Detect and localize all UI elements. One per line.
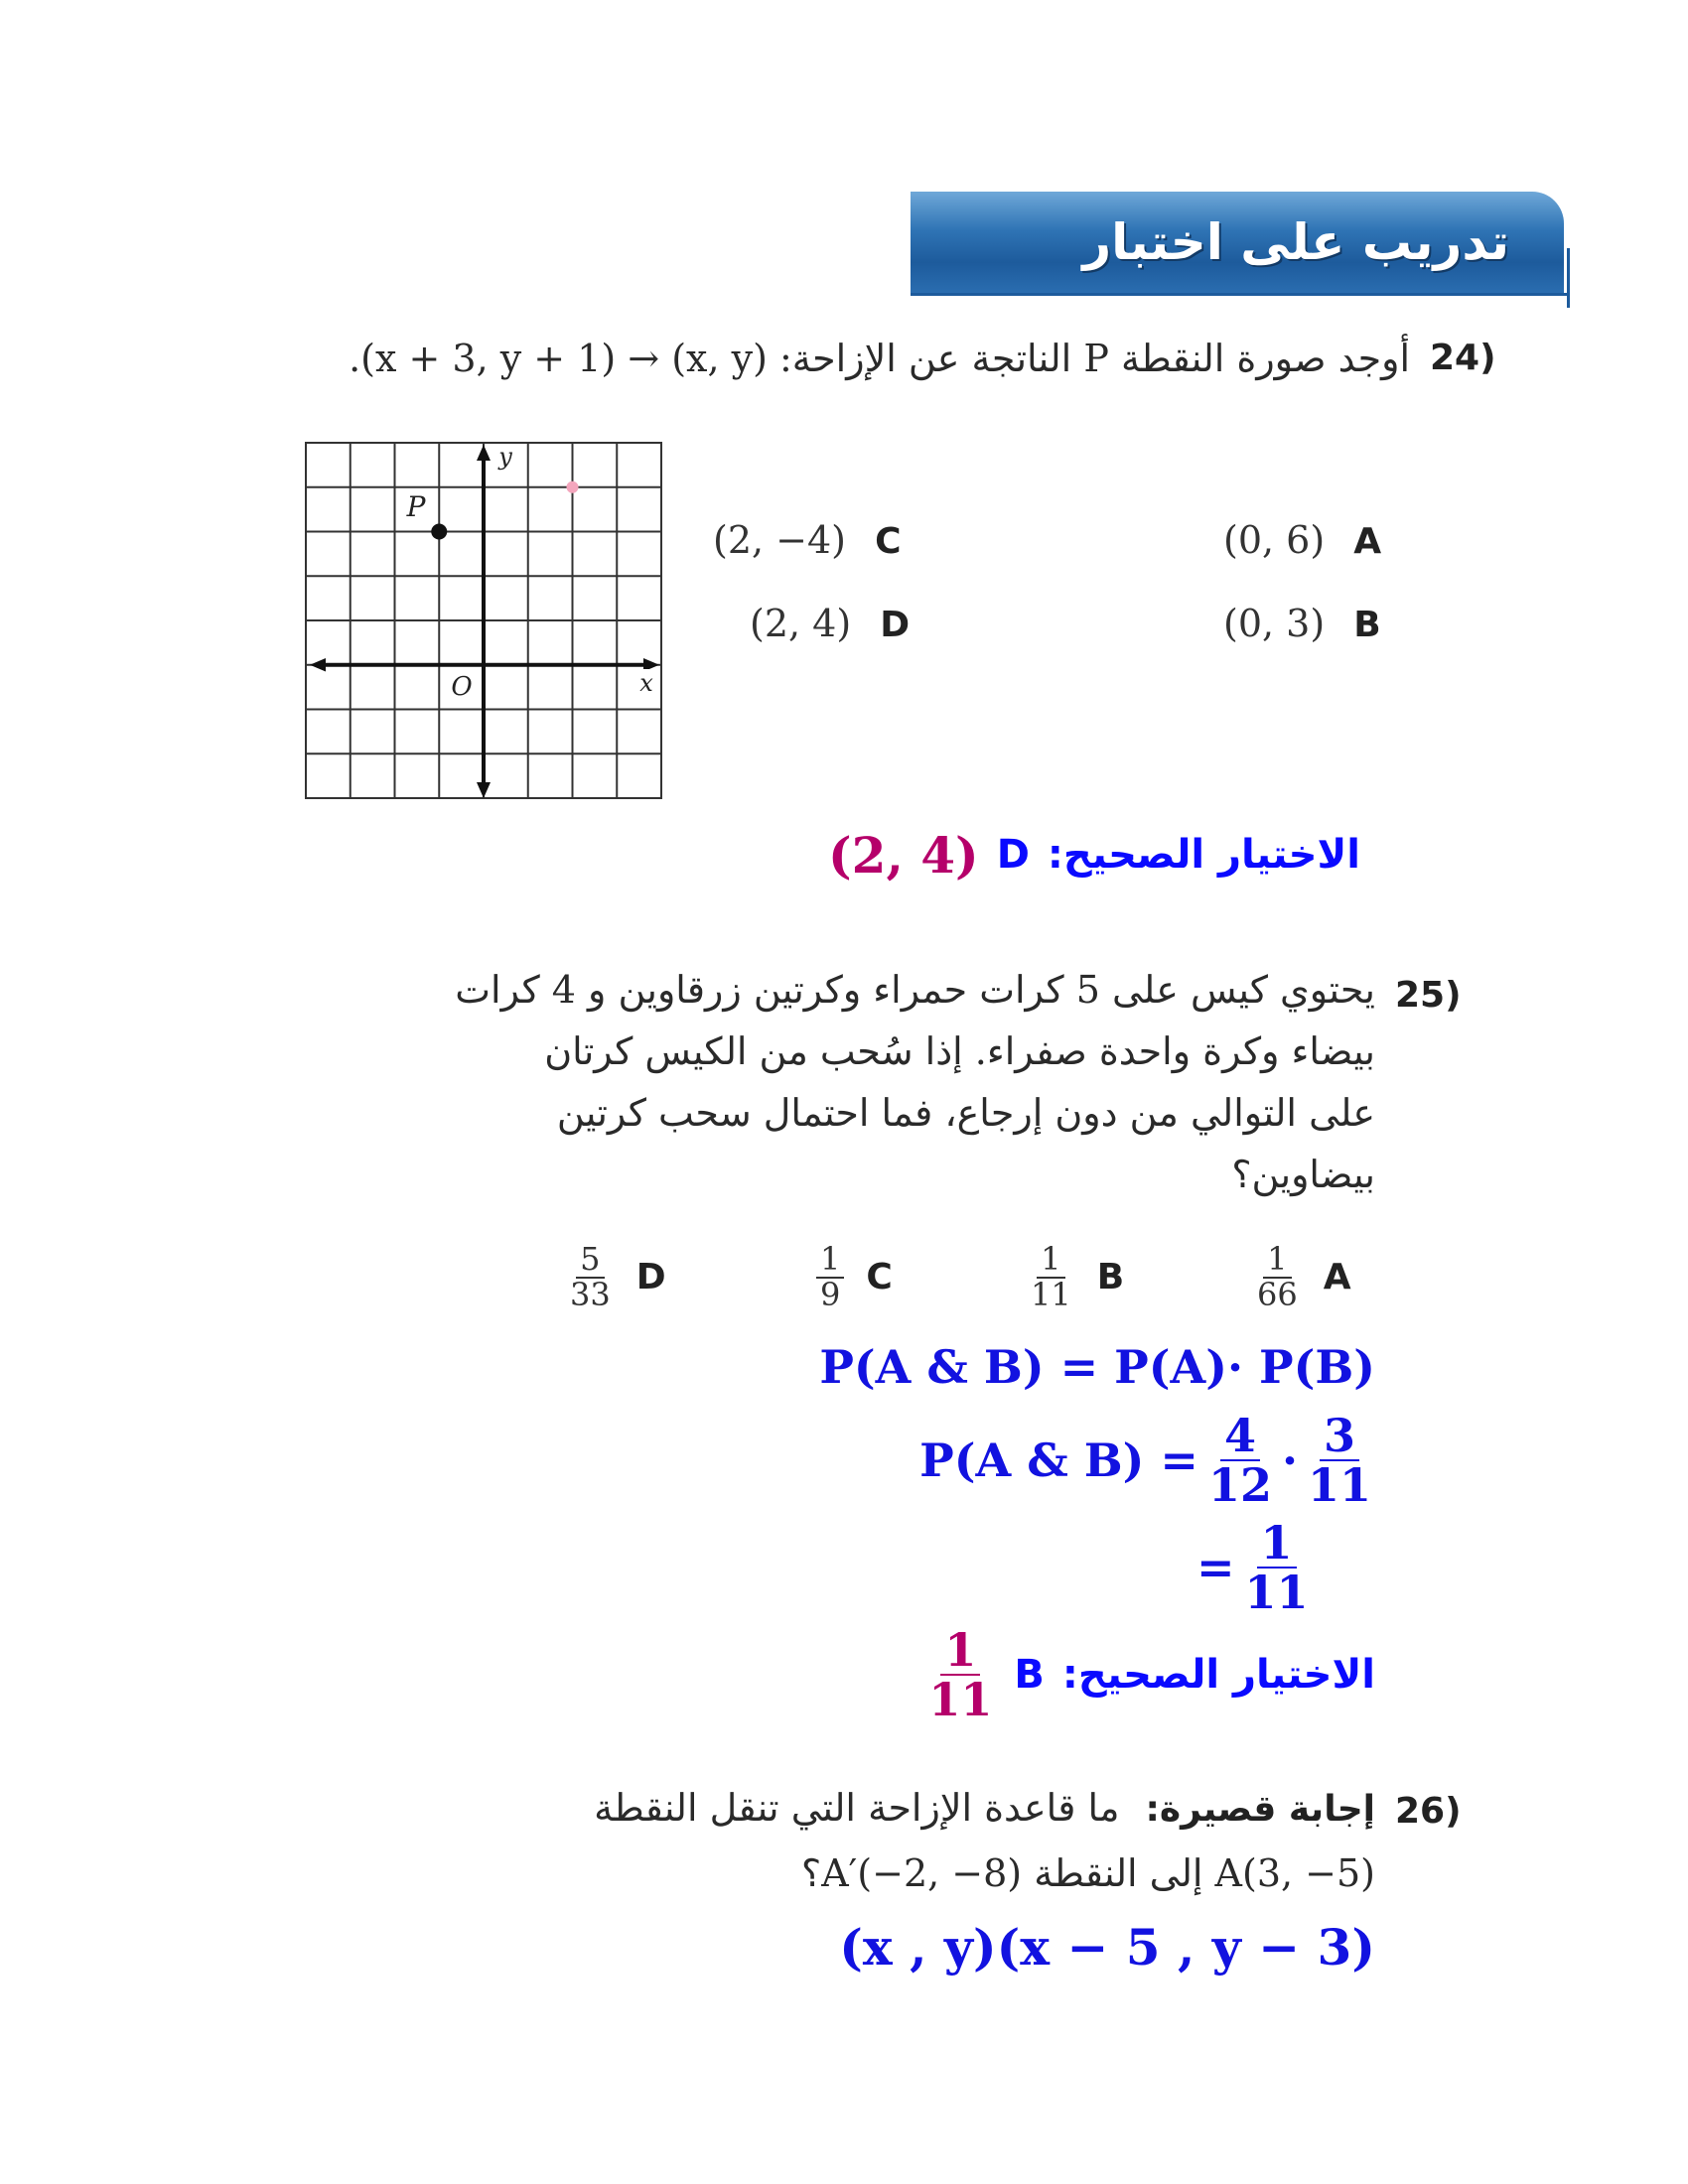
- q25-option-c-num: 1: [816, 1243, 844, 1279]
- q26-text-line2: A(3, −5) إلى النقطة A′(−2, −8)؟: [801, 1851, 1375, 1895]
- q24-option-c[interactable]: [713, 518, 902, 562]
- q24-option-c-value: (2, −4): [713, 518, 847, 562]
- q25-line: على التوالي من دون إرجاع، فما احتمال سحب كرتين: [556, 1091, 1375, 1135]
- q25-work-f2-den: 11: [1307, 1458, 1371, 1513]
- q25-option-d-fraction: [566, 1240, 615, 1313]
- q25-work-f2-num: 3: [1320, 1412, 1359, 1461]
- q25-work-f3-den: 11: [1244, 1566, 1309, 1620]
- banner-underline: [911, 293, 1570, 296]
- q25-option-a-num: 1: [1263, 1243, 1291, 1279]
- q25-work-line1: P(A & B) = P(A)· P(B): [819, 1340, 1375, 1394]
- q25-work-fraction-1: [1204, 1409, 1276, 1513]
- q24-option-a[interactable]: [1223, 518, 1381, 562]
- q25-answer-label: الاختيار الصحيح:: [1061, 1652, 1375, 1699]
- q25-option-b[interactable]: [1027, 1240, 1125, 1313]
- q26-number: 26): [1395, 1791, 1462, 1832]
- q25-option-c[interactable]: [816, 1240, 893, 1313]
- q25-answer-fraction: [924, 1623, 996, 1727]
- q24-option-d-value: (2, 4): [750, 602, 852, 645]
- q25-option-d-den: 33: [570, 1275, 611, 1313]
- q25-option-c-letter: C: [866, 1257, 893, 1298]
- q24-answer-value: (2, 4): [828, 825, 979, 885]
- q25-text: [402, 959, 1375, 1205]
- q25-option-c-den: 9: [820, 1275, 841, 1313]
- q26-answer: (x , y)(x − 5 , y − 3): [839, 1918, 1375, 1977]
- q24-option-a-value: (0, 6): [1223, 518, 1326, 562]
- q25-number: 25): [1395, 975, 1462, 1016]
- q26-line1: [482, 1777, 1375, 1841]
- q24-origin-label: O: [451, 672, 473, 702]
- q25-option-b-num: 1: [1037, 1243, 1064, 1279]
- q24-y-axis-label: y: [498, 443, 512, 471]
- q24-option-b-letter: B: [1353, 605, 1381, 645]
- q25-answer-letter: B: [1014, 1652, 1045, 1699]
- q24-text: أوجد صورة النقطة P الناتجة عن الإزاحة: (x, y) → (x + 3, y + 1).: [349, 337, 1410, 380]
- q25-line: بيضاوين؟: [1231, 1153, 1375, 1196]
- q24-option-d[interactable]: [750, 602, 910, 645]
- q26-label: إجابة قصيرة:: [1145, 1789, 1375, 1830]
- section-title: تدريب على اختبار: [1082, 213, 1509, 271]
- q24-number: 24): [1430, 338, 1496, 378]
- q25-work-dot: ·: [1281, 1433, 1298, 1488]
- q25-answer: [924, 1623, 1375, 1727]
- q25-option-a-letter: A: [1323, 1257, 1351, 1298]
- q25-work-f1-den: 12: [1207, 1458, 1272, 1513]
- q25-work-line2: [919, 1409, 1375, 1513]
- q25-option-a[interactable]: [1253, 1240, 1351, 1313]
- q25-work-lhs: P(A & B) =: [919, 1433, 1198, 1488]
- q24-answer-letter: D: [996, 832, 1030, 878]
- banner-edge: [1567, 248, 1570, 308]
- q25-option-b-fraction: [1027, 1240, 1075, 1313]
- q25-work-f3-num: 1: [1257, 1519, 1297, 1569]
- q25-work-f1-num: 4: [1220, 1412, 1260, 1461]
- q24-option-b[interactable]: [1223, 602, 1381, 645]
- q24-x-axis-label: x: [639, 669, 653, 697]
- q24-point-label: P: [406, 490, 426, 523]
- q25-work-fraction-3: [1241, 1516, 1313, 1620]
- q25-option-d-num: 5: [576, 1243, 604, 1279]
- q24-answer: [828, 820, 1360, 889]
- section-banner: [911, 192, 1564, 293]
- q25-option-d[interactable]: [566, 1240, 666, 1313]
- q25-option-a-den: 66: [1257, 1275, 1298, 1313]
- q25-answer-den: 11: [928, 1673, 993, 1727]
- point-p-image: [567, 481, 579, 493]
- q24-answer-label: الاختيار الصحيح:: [1047, 832, 1360, 878]
- q25-option-b-den: 11: [1031, 1275, 1071, 1313]
- q25-work-line3: [1196, 1516, 1313, 1620]
- q25-option-a-fraction: [1253, 1240, 1302, 1313]
- q25-answer-num: 1: [940, 1626, 980, 1676]
- q25-line: بيضاء وكرة واحدة صفراء. إذا سُحب من الكيس كرتان: [544, 1029, 1375, 1073]
- q24-coordinate-grid: [304, 441, 665, 802]
- q26-text-line1: ما قاعدة الإزاحة التي تنقل النقطة: [594, 1786, 1120, 1830]
- q25-option-c-fraction: [816, 1240, 844, 1313]
- q24-option-c-letter: C: [875, 521, 902, 562]
- q24-option-d-letter: D: [880, 605, 911, 645]
- q25-option-d-letter: D: [635, 1257, 666, 1298]
- q24-option-a-letter: A: [1353, 521, 1382, 562]
- q24-option-b-value: (0, 3): [1223, 602, 1326, 645]
- q25-line: يحتوي كيس على 5 كرات حمراء وكرتين زرقاوين و 4 كرات: [455, 968, 1375, 1012]
- q25-work-eq: =: [1196, 1541, 1235, 1595]
- point-p: [431, 524, 447, 540]
- q25-option-b-letter: B: [1096, 1257, 1125, 1298]
- q25-work-fraction-2: [1304, 1409, 1375, 1513]
